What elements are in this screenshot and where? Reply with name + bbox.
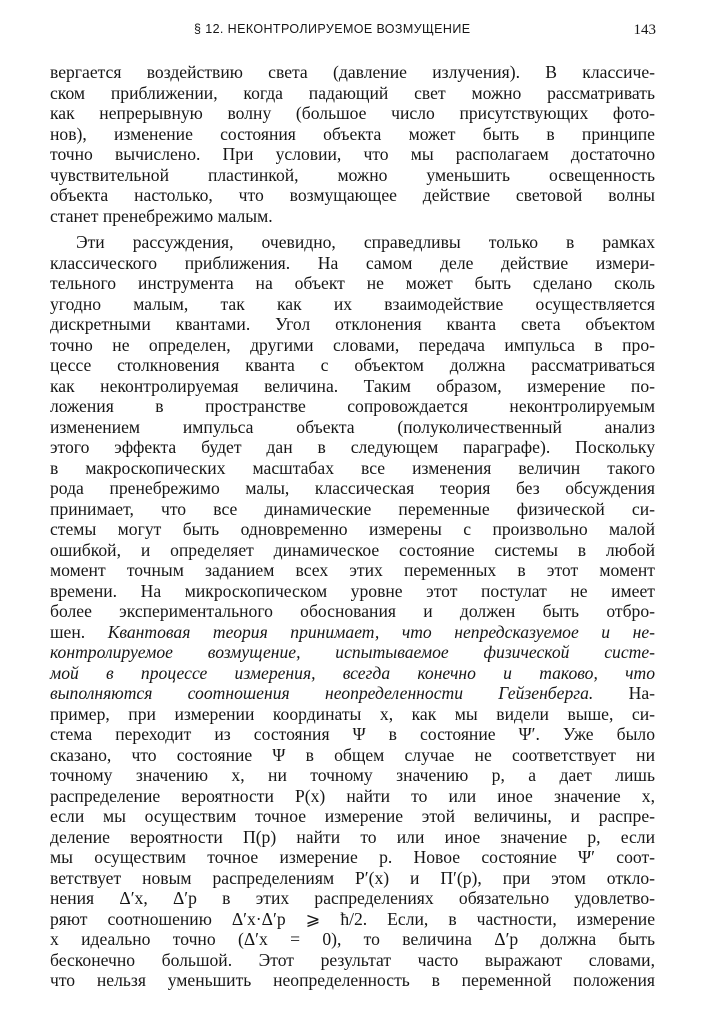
text-line: мы осуществим точное измерение p. Новое состояние Ψ′ соот- (50, 847, 655, 867)
text-line: ряют соотношению Δ′x·Δ′p ⩾ ħ/2. Если, в частности, измерение (50, 908, 655, 929)
text-line: точному значению x, ни точному значению p, а дает лишь (50, 765, 655, 785)
text-line: если мы осуществим точное измерение этой величины, и распре- (50, 806, 655, 826)
text-line: ошибкой, и определяет динамическое состояние системы в любой (50, 539, 655, 560)
text-line: как непрерывную волну (большое число присутствующих фото- (50, 103, 655, 123)
text-line: принимает, что все динамические переменные физической си- (50, 498, 655, 519)
text-line: Эти рассуждения, очевидно, справедливы только в рамках (76, 232, 655, 252)
page-number: 143 (633, 22, 656, 38)
text-line: распределение вероятности P(x) найти то или иное значение x, (50, 785, 655, 806)
text-line: тельного инструмента на объект не может быть сделано сколь (50, 273, 655, 293)
text-segment: шен. (50, 621, 86, 642)
page-header (44, 22, 656, 44)
text-line: деление вероятности Π(p) найти то или иное значение p, если (50, 826, 655, 847)
paragraph-1 (50, 62, 655, 226)
text-line: ском приближении, когда падающий свет можно рассматривать (50, 82, 655, 103)
body-text (50, 62, 655, 991)
paragraph-2 (50, 232, 655, 991)
text-line: в макроскопических масштабах все изменения величин такого (50, 457, 655, 478)
text-line: точно не определен, другими словами, передача импульса в про- (50, 334, 655, 355)
text-line: сказано, что состояние Ψ в общем случае не соответствует ни (50, 744, 655, 765)
text-line: этого эффекта будет дан в следующем параграфе). Поскольку (50, 437, 655, 457)
text-line: объекта настолько, что возмущающее действие световой волны (50, 185, 655, 205)
text-line: x идеально точно (Δ′x = 0), то величина Δ′p должна быть (50, 929, 655, 949)
text-line: дискретными квантами. Угол отклонения кванта света объектом (50, 314, 655, 334)
text-line: стемы могут быть одновременно измерены с произвольно малой (50, 519, 655, 539)
text-line: классического приближения. На самом деле действие измери- (50, 252, 655, 273)
running-head: § 12. НЕКОНТРОЛИРУЕМОЕ ВОЗМУЩЕНИЕ (194, 22, 471, 36)
text-line: нения Δ′x, Δ′p в этих распределениях обязательно удовлетво- (50, 888, 655, 908)
text-line: пример, при измерении координаты x, как мы видели выше, си- (50, 703, 655, 724)
text-line: что нельзя уменьшить неопределенность в переменной положения (50, 970, 655, 990)
text-line: времени. На микроскопическом уровне этот постулат не имеет (50, 580, 655, 601)
text-line (50, 622, 655, 643)
text-line: вергается воздействию света (давление излучения). В классиче- (50, 62, 655, 82)
text-line: изменением импульса объекта (полуколичественный анализ (50, 416, 655, 437)
text-line: бесконечно большой. Этот результат часто выражают словами, (50, 949, 655, 970)
italic-statement: мой в процессе измерения, всегда конечно и таково, что (50, 662, 655, 683)
text-line: как неконтролируемая величина. Таким образом, измерение по- (50, 375, 655, 396)
text-line: ложения в пространстве сопровождается неконтролируемым (50, 396, 655, 416)
text-line: ветствует новым распределениям P′(x) и Π′(p), при этом откло- (50, 867, 655, 888)
italic-statement: выполняются соотношения неопределенности Гейзенберга. (50, 683, 594, 703)
text-line: чувствительной пластинкой, можно уменьшить освещенность (50, 164, 655, 185)
text-line: станет пренебрежимо малым. (50, 205, 273, 226)
text-segment: На- (628, 683, 656, 703)
text-line: момент точным заданием всех этих переменных в этот момент (50, 560, 655, 580)
text-line: нов), изменение состояния объекта может быть в принципе (50, 123, 655, 144)
text-line: цессе столкновения кванта с объектом должна рассматриваться (50, 355, 655, 375)
text-line: угодно малым, так как их взаимодействие осуществляется (50, 293, 655, 314)
text-line: стема переходит из состояния Ψ в состояние Ψ′. Уже было (50, 724, 655, 744)
text-line: рода пренебрежимо малы, классическая теория без обсуждения (50, 478, 655, 498)
text-line: более экспериментального обоснования и должен быть отбро- (50, 601, 655, 621)
text-line (50, 683, 655, 704)
text-line: точно вычислено. При условии, что мы располагаем достаточно (50, 144, 655, 164)
italic-statement: контролируемое возмущение, испытываемое физической систе- (50, 642, 655, 662)
italic-statement: Квантовая теория принимает, что непредсказуемое и не- (107, 621, 655, 642)
